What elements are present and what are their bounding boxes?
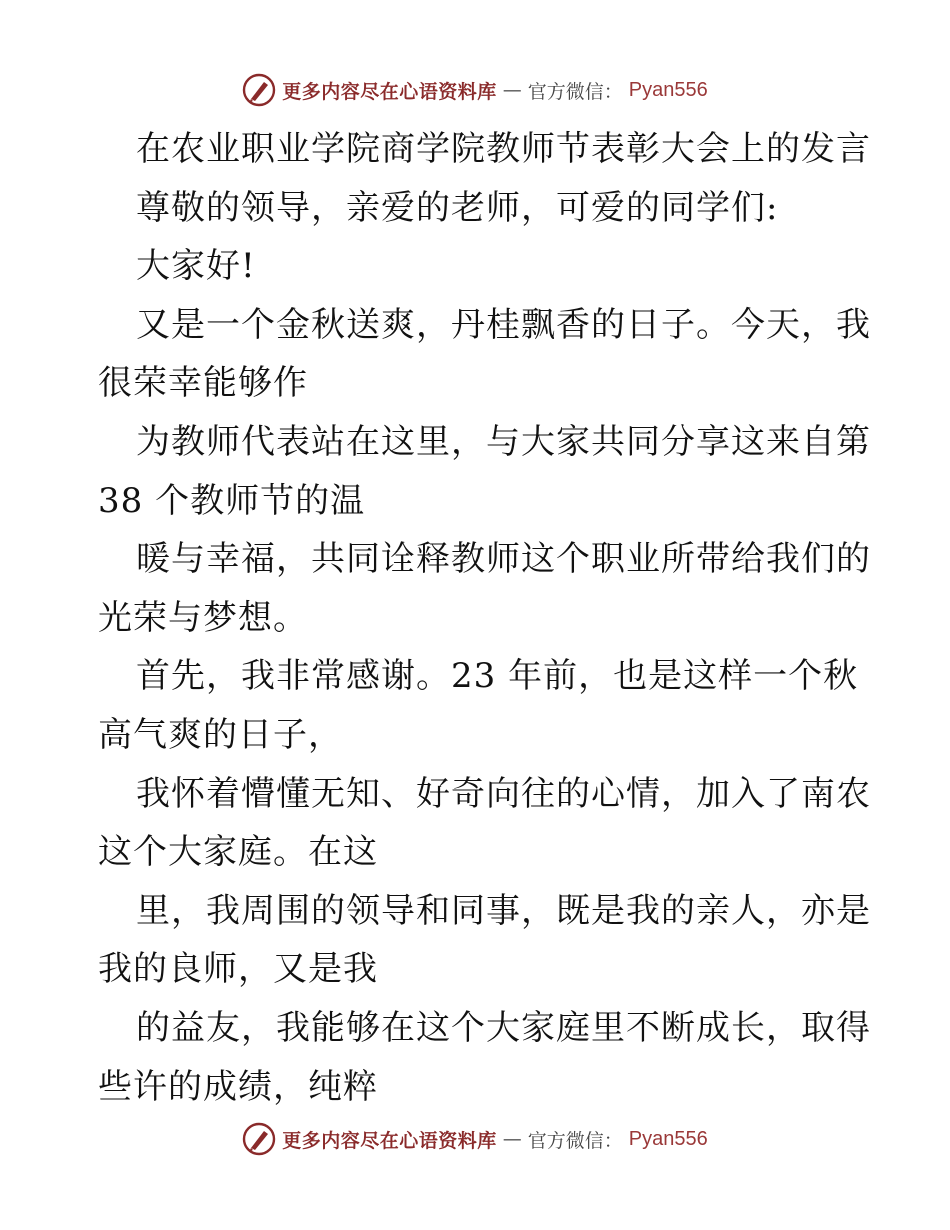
banner-contact-label: 官方微信： [527,80,623,103]
paragraph-line: 又是一个金秋送爽，丹桂飘香的日子。今天，我 [136,304,871,345]
paragraph-line: 里，我周围的领导和同事，既是我的亲人，亦是 [136,890,871,931]
banner-brand-text: 更多内容尽在心语资料库 [282,80,497,103]
banner-contact-id: Pyan556 [628,1127,708,1150]
paragraph-line: 我的良师，又是我 [98,949,378,990]
header-banner [0,70,950,110]
paragraph-line: 的益友，我能够在这个大家庭里不断成长，取得 [136,1007,871,1048]
paragraph-line: 高气爽的日子， [98,714,343,755]
paragraph-line: 我怀着懵懂无知、好奇向往的心情，加入了南农 [136,773,871,814]
banner-separator: — [502,1128,522,1150]
banner-contact-label: 官方微信： [527,1129,623,1152]
paragraph-line: 这个大家庭。在这 [98,832,378,873]
document-body [98,120,871,1116]
banner-separator: — [502,79,522,101]
paragraph-line: 很荣幸能够作 [98,363,308,404]
greeting-line: 大家好! [136,246,256,287]
paragraph-line: 38 个教师节的温 [98,480,366,521]
paragraph-line: 些许的成绩，纯粹 [98,1066,378,1107]
footer-banner [0,1119,950,1159]
paragraph-line: 为教师代表站在这里，与大家共同分享这来自第 [136,421,871,462]
paragraph-line: 暖与幸福，共同诠释教师这个职业所带给我们的 [136,539,871,580]
paragraph-line: 首先，我非常感谢。23 年前，也是这样一个秋 [136,656,859,697]
document-title: 在农业职业学院商学院教师节表彰大会上的发言 [136,129,871,169]
banner-brand-text: 更多内容尽在心语资料库 [282,1129,497,1152]
banner-contact-id: Pyan556 [628,78,708,101]
pen-logo-icon [242,1122,276,1156]
paragraph-line: 光荣与梦想。 [98,597,308,638]
salutation-line: 尊敬的领导，亲爱的老师，可爱的同学们: [136,187,779,228]
pen-logo-icon [242,73,276,107]
